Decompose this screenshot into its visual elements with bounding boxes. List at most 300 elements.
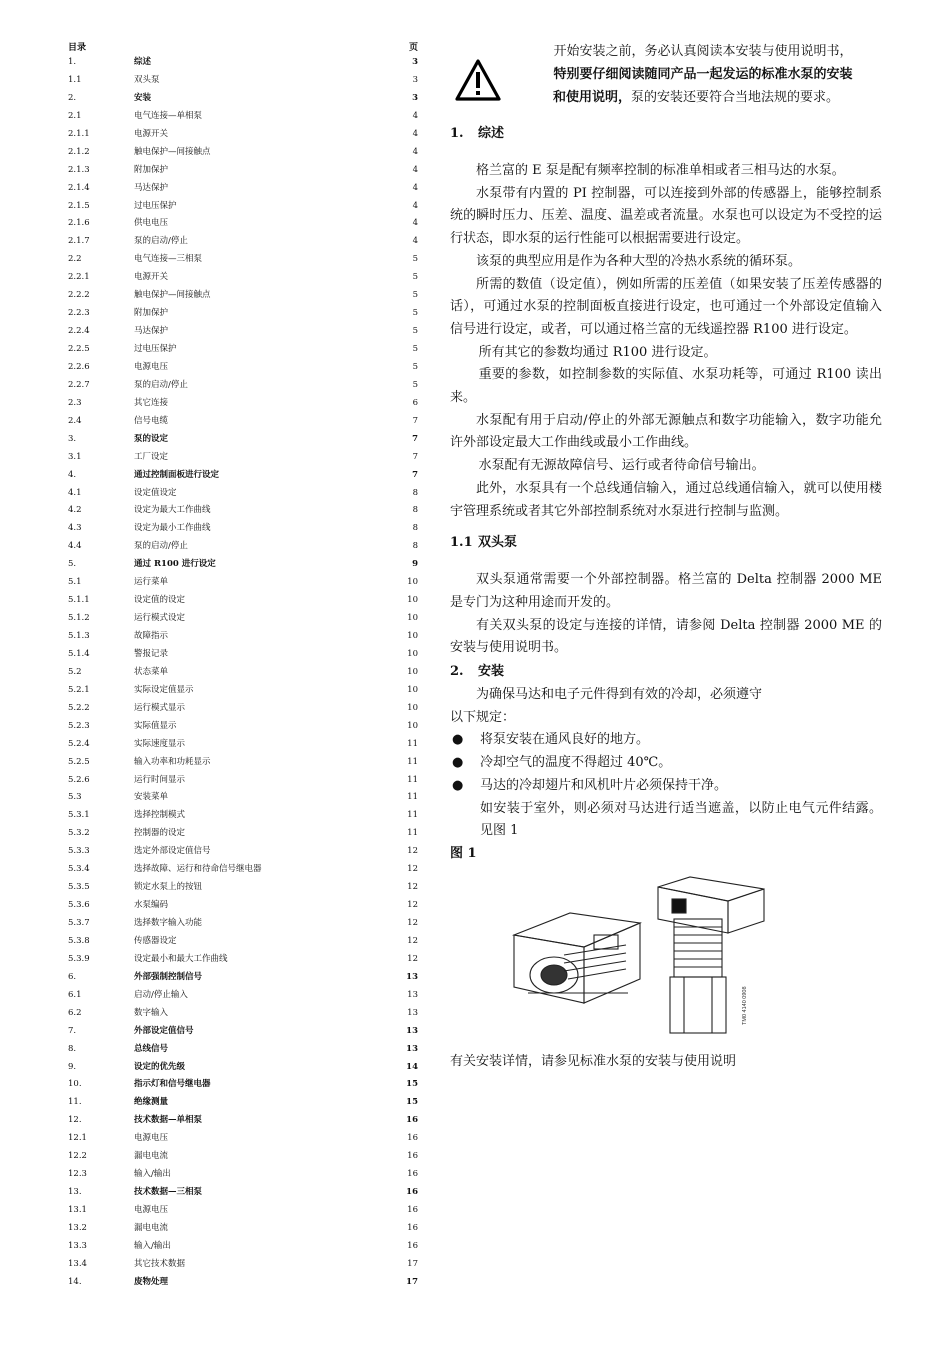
toc-entry-title: 技术数据—三相泵 [134, 1187, 203, 1198]
toc-entry-number: 13.2 [68, 1222, 87, 1233]
toc-entry-number: 5.2.5 [68, 756, 90, 767]
toc-entry-page: 10 [407, 631, 418, 641]
toc-entry-page: 3 [412, 92, 418, 103]
toc-entry[interactable] [68, 933, 420, 951]
toc-entry-number: 2.3 [68, 397, 82, 408]
toc-entry-page: 8 [412, 487, 418, 498]
toc-entry[interactable] [68, 951, 420, 969]
toc-entry-title: 电源开关 [134, 128, 169, 139]
toc-entry-title: 电气连接—单相泵 [134, 110, 203, 121]
toc-entry-page: 5 [412, 344, 418, 354]
toc-entry-title: 附加保护 [134, 164, 169, 175]
toc-entry-title: 外部设定值信号 [134, 1025, 194, 1036]
toc-entry-page: 13 [406, 971, 418, 982]
toc-entry-number: 2.1.4 [68, 182, 90, 193]
toc-entry-number: 2. [68, 92, 77, 103]
toc-entry[interactable] [68, 287, 420, 305]
toc-entry-page: 17 [406, 1276, 418, 1287]
toc-entry[interactable] [68, 251, 420, 269]
toc-entry[interactable] [68, 1166, 420, 1184]
toc-entry[interactable] [68, 377, 420, 395]
toc-entry-page: 10 [407, 666, 418, 677]
toc-entry-page: 16 [406, 1187, 418, 1198]
toc-entry[interactable] [68, 305, 420, 323]
requirements-list [450, 729, 882, 797]
toc-entry-title: 警报记录 [134, 648, 169, 659]
toc-entry-title: 启动/停止输入 [134, 989, 188, 1000]
section-2-intro: 为确保马达和电子元件得到有效的冷却，必须遵守 [476, 687, 763, 703]
toc-entry-title: 泵的启动/停止 [134, 541, 188, 552]
toc-entry-number: 5.3.4 [68, 864, 90, 875]
toc-entry-page: 4 [412, 164, 418, 175]
toc-entry[interactable] [68, 359, 420, 377]
toc-entry-title: 输入功率和功耗显示 [134, 756, 211, 767]
toc-entry[interactable] [68, 54, 420, 72]
toc-entry-number: 13.3 [68, 1240, 87, 1251]
toc-entry[interactable] [68, 556, 420, 574]
list-item: ● 将泵安装在通风良好的地方。 [450, 729, 882, 752]
toc-entry[interactable] [68, 628, 420, 646]
toc-entry-page: 11 [407, 828, 418, 839]
toc-entry[interactable] [68, 126, 420, 144]
toc-entry-title: 供电电压 [134, 218, 169, 229]
toc-entry-title: 选择故障、运行和待命信号继电器 [134, 864, 262, 875]
toc-entry-title: 其它技术数据 [134, 1258, 186, 1269]
toc-entry[interactable] [68, 1256, 420, 1274]
toc-entry-page: 12 [407, 900, 418, 911]
toc-entry-number: 5.3.3 [68, 846, 90, 857]
toc-entry-title: 输入/输出 [134, 1169, 171, 1180]
figure-code: TM0 4140 0908 [742, 986, 748, 1025]
toc-entry[interactable] [68, 1130, 420, 1148]
toc-entry-page: 16 [407, 1240, 418, 1251]
toc-entry[interactable] [68, 664, 420, 682]
warning-line-2: 特别要仔细阅读随同产品一起发运的标准水泵的安装 [553, 67, 853, 82]
toc-entry[interactable] [68, 646, 420, 664]
toc-entry-title: 状态菜单 [134, 666, 169, 677]
section-1-para: 所需的数值（设定值），例如所需的压差值（如果安装了压差传感器的话），可通过水泵的控制面板直接进行设定，也可通过一个外部设定值输入信号进行设定，或者，可以通过格兰富的无线遥控器 R100 进行设定。 [450, 276, 882, 337]
list-item: ● 冷却空气的温度不得超过 40℃。 [450, 752, 882, 775]
toc-entry-page: 6 [412, 397, 418, 408]
toc-entry-title: 传感器设定 [134, 935, 177, 946]
toc-entry-title: 电源电压 [134, 1205, 169, 1215]
toc-entry[interactable] [68, 969, 420, 987]
toc-entry[interactable] [68, 592, 420, 610]
toc-entry-number: 2.2.2 [68, 290, 90, 301]
toc-entry-number: 8. [68, 1043, 77, 1054]
toc-entry-page: 5 [412, 290, 418, 301]
toc-entry-number: 14. [68, 1276, 82, 1287]
toc-entry-page: 5 [412, 308, 418, 319]
toc-entry-title: 运行模式显示 [134, 702, 186, 713]
toc-entry[interactable] [68, 807, 420, 825]
toc-entry-number: 1. [68, 57, 77, 67]
toc-header [68, 40, 420, 54]
toc-entry-title: 马达保护 [134, 182, 169, 193]
toc-entry[interactable] [68, 72, 420, 90]
toc-entry[interactable] [68, 1202, 420, 1220]
toc-entry-number: 11. [68, 1097, 82, 1108]
toc-entry-number: 5. [68, 559, 77, 570]
toc-entry-page: 7 [412, 469, 418, 480]
toc-entry-title: 泵的启动/停止 [134, 379, 188, 390]
toc-entry[interactable] [68, 269, 420, 287]
toc-entry[interactable] [68, 341, 420, 359]
toc-entry-page: 4 [412, 182, 418, 193]
toc-entry-page: 12 [407, 864, 418, 875]
toc-entry-title: 触电保护—间接触点 [134, 290, 211, 301]
toc-entry-title: 电源电压 [134, 361, 169, 372]
toc-entry-page: 11 [407, 738, 418, 749]
figure-caption: 有关安装详情，请参见标准水泵的安装与使用说明 [450, 1053, 737, 1069]
warning-triangle-icon [454, 58, 502, 102]
toc-entry-page: 12 [407, 918, 418, 928]
toc-entry-number: 5.2 [68, 666, 82, 677]
toc-entry-number: 6. [68, 971, 77, 982]
toc-entry[interactable] [68, 825, 420, 843]
toc-entry-title: 其它连接 [134, 397, 169, 408]
toc-entry-number: 5.2.6 [68, 774, 90, 785]
section-1-para: 所有其它的参数均通过 R100 进行设定。 [478, 344, 717, 360]
main-content [450, 40, 882, 1074]
toc-entry-title: 电气连接—三相泵 [134, 254, 203, 265]
section-1-para: 重要的参数，如控制参数的实际值、水泵功耗等，可通过 R100 读出来。 [450, 367, 882, 406]
toc-entry-number: 2.2.3 [68, 308, 90, 319]
section-1-heading: 1. 综述 [450, 126, 505, 141]
toc-entry-title: 设定值设定 [134, 487, 177, 498]
toc-entry-page: 11 [407, 792, 418, 803]
toc-entry[interactable] [68, 1274, 420, 1292]
warning-block [450, 40, 882, 114]
toc-entry[interactable] [68, 395, 420, 413]
toc-entry-title: 电源开关 [134, 272, 169, 283]
toc-entry-title: 泵的设定 [134, 433, 169, 444]
toc-entry-number: 2.2 [68, 254, 82, 265]
toc-entry-number: 2.1 [68, 110, 82, 121]
toc-entry[interactable] [68, 789, 420, 807]
toc-entry-page: 10 [407, 702, 418, 713]
toc-entry-title: 设定值的设定 [134, 595, 186, 606]
toc-entry-title: 技术数据—单相泵 [134, 1115, 203, 1126]
toc-entry-page: 3 [412, 57, 418, 67]
warning-line-3: 泵的安装还要符合当地法规的要求。 [631, 90, 840, 105]
toc-entry-page: 7 [412, 415, 418, 426]
toc-entry[interactable] [68, 987, 420, 1005]
toc-entry[interactable] [68, 538, 420, 556]
toc-entry-title: 绝缘测量 [134, 1097, 169, 1108]
toc-entry-title: 触电保护—间接触点 [134, 146, 211, 157]
toc-entry-title: 故障指示 [134, 631, 169, 641]
toc-entry-title: 安装 [134, 92, 152, 103]
section-1-1-para: 有关双头泵的设定与连接的详情，请参阅 Delta 控制器 2000 ME 的安装与使用说明书。 [450, 617, 882, 656]
toc-entry[interactable] [68, 162, 420, 180]
toc-entry[interactable] [68, 1076, 420, 1094]
toc-entry-number: 2.1.6 [68, 218, 90, 229]
toc-entry[interactable] [68, 467, 420, 485]
toc-entry[interactable] [68, 718, 420, 736]
toc-entry[interactable] [68, 772, 420, 790]
toc-entry-page: 16 [407, 1133, 418, 1144]
toc-entry-page: 15 [406, 1097, 418, 1108]
toc-entry-page: 4 [412, 110, 418, 121]
toc-entry-page: 8 [412, 523, 418, 534]
toc-entry-page: 10 [407, 684, 418, 695]
toc-entry-page: 16 [407, 1205, 418, 1215]
toc-entry-title: 选择控制模式 [134, 810, 186, 821]
toc-entry[interactable] [68, 198, 420, 216]
toc-entry-page: 4 [412, 236, 418, 247]
toc-entry-page: 8 [412, 541, 418, 552]
toc-entry-page: 12 [407, 935, 418, 946]
toc-entry-title: 双头泵 [134, 74, 160, 85]
toc-entry-page: 11 [407, 774, 418, 785]
toc-entry[interactable] [68, 233, 420, 251]
figure-label: 图 1 [450, 845, 477, 861]
toc-entry-number: 10. [68, 1079, 82, 1090]
toc-entry-number: 5.3.2 [68, 828, 90, 839]
toc-entry-title: 控制器的设定 [134, 828, 186, 839]
toc-entry-title: 选定外部设定值信号 [134, 846, 211, 857]
toc-entry[interactable] [68, 915, 420, 933]
bullet-icon: ● [452, 732, 464, 748]
toc-entry-page: 4 [412, 128, 418, 139]
toc-entry-title: 电源电压 [134, 1133, 169, 1144]
section-1-para: 该泵的典型应用是作为各种大型的冷热水系统的循环泵。 [476, 253, 802, 269]
toc-entry-number: 13.1 [68, 1205, 87, 1215]
toc-entry-number: 5.1.4 [68, 648, 90, 659]
toc-entry-page: 10 [407, 595, 418, 606]
toc-entry-page: 16 [407, 1222, 418, 1233]
toc-entry-number: 4.1 [68, 487, 82, 498]
toc-entry[interactable] [68, 1184, 420, 1202]
toc-entry-page: 4 [412, 218, 418, 229]
toc-entry[interactable] [68, 180, 420, 198]
toc-entry[interactable] [68, 1041, 420, 1059]
toc-entry-page: 4 [412, 200, 418, 211]
toc-entry-number: 2.2.6 [68, 361, 90, 372]
toc-entry[interactable] [68, 413, 420, 431]
toc-entry-title: 运行菜单 [134, 577, 169, 588]
section-1-para: 此外，水泵具有一个总线通信输入，通过总线通信输入，就可以使用楼宇管理系统或者其它外部控制系统对水泵进行控制与监测。 [450, 480, 882, 519]
toc-entry[interactable] [68, 1005, 420, 1023]
toc-entry-number: 2.1.2 [68, 146, 90, 157]
toc-entry-page: 5 [412, 361, 418, 372]
toc-entry-page: 9 [412, 559, 418, 570]
bullet-icon: ● [452, 755, 464, 771]
toc-entry-page: 16 [407, 1169, 418, 1180]
toc-entry-number: 5.3 [68, 792, 82, 803]
toc-entry-title: 锁定水泵上的按钮 [134, 882, 203, 893]
toc-entry-title: 综述 [134, 57, 152, 67]
toc-entry-page: 12 [407, 846, 418, 857]
toc-entry[interactable] [68, 520, 420, 538]
toc-entry-page: 10 [407, 720, 418, 731]
toc-entry[interactable] [68, 861, 420, 879]
toc-entry[interactable] [68, 1112, 420, 1130]
toc-entry-page: 12 [407, 953, 418, 964]
table-of-contents [68, 40, 420, 1292]
toc-header-title: 目录 [68, 43, 87, 53]
toc-entry-number: 4.4 [68, 541, 82, 552]
toc-entry-number: 13. [68, 1187, 82, 1198]
toc-entries [68, 54, 420, 1292]
toc-entry-number: 12.3 [68, 1169, 87, 1180]
toc-entry-number: 5.2.3 [68, 720, 90, 731]
toc-entry-number: 5.2.4 [68, 738, 90, 749]
toc-entry-number: 5.3.5 [68, 882, 90, 893]
toc-entry-title: 水泵编码 [134, 900, 169, 911]
toc-entry[interactable] [68, 1094, 420, 1112]
toc-entry-number: 5.2.1 [68, 684, 90, 695]
section-1-1-para: 双头泵通常需要一个外部控制器。格兰富的 Delta 控制器 2000 ME 是专门为这种用途而开发的。 [450, 572, 882, 610]
toc-entry[interactable] [68, 682, 420, 700]
toc-entry-number: 2.4 [68, 415, 82, 426]
toc-entry-title: 信号电缆 [134, 415, 169, 426]
toc-entry-number: 2.1.1 [68, 128, 90, 139]
toc-entry-title: 设定为最小工作曲线 [134, 523, 211, 534]
toc-entry-title: 废物处理 [134, 1276, 169, 1287]
toc-entry-title: 漏电电流 [134, 1222, 169, 1233]
warning-line-3-bold: 和使用说明， [552, 90, 631, 105]
toc-entry[interactable] [68, 449, 420, 467]
toc-entry[interactable] [68, 736, 420, 754]
toc-entry-title: 运行模式设定 [134, 613, 186, 624]
toc-entry-page: 11 [407, 756, 418, 767]
toc-entry-page: 12 [407, 882, 418, 893]
bullet-icon: ● [452, 777, 464, 793]
toc-entry-number: 5.1 [68, 577, 82, 588]
toc-entry-number: 2.1.7 [68, 236, 90, 247]
toc-entry[interactable] [68, 323, 420, 341]
toc-entry-title: 过电压保护 [134, 344, 177, 354]
toc-entry-page: 13 [406, 1025, 418, 1036]
toc-entry-number: 2.1.5 [68, 200, 90, 211]
toc-entry[interactable] [68, 879, 420, 897]
toc-entry-number: 12. [68, 1115, 82, 1126]
toc-entry-number: 5.2.2 [68, 702, 90, 713]
section-1-para: 水泵带有内置的 PI 控制器，可以连接到外部的传感器上，能够控制系统的瞬时压力、压差、温度、温差或者流量。水泵也可以设定为不受控的运行状态，即水泵的运行性能可以根据需要进行设定。 [450, 185, 882, 247]
toc-entry-number: 5.3.6 [68, 900, 90, 911]
toc-entry-title: 数字输入 [134, 1007, 169, 1018]
toc-entry-page: 5 [412, 272, 418, 283]
toc-entry-page: 13 [407, 989, 418, 1000]
toc-entry[interactable] [68, 431, 420, 449]
toc-entry-number: 5.3.8 [68, 935, 90, 946]
figure-1-illustration [508, 875, 768, 1035]
toc-entry-title: 通过控制面板进行设定 [134, 469, 220, 480]
toc-entry[interactable] [68, 610, 420, 628]
toc-entry-number: 4. [68, 469, 77, 480]
toc-entry-number: 3.1 [68, 451, 82, 462]
toc-entry-title: 实际值显示 [134, 720, 177, 731]
toc-entry-page: 13 [406, 1043, 418, 1054]
toc-entry-number: 5.3.7 [68, 918, 90, 928]
toc-entry[interactable] [68, 144, 420, 162]
toc-entry-page: 11 [407, 810, 418, 821]
toc-entry-number: 2.2.5 [68, 344, 90, 354]
toc-entry-number: 5.3.9 [68, 953, 90, 964]
toc-entry-page: 8 [412, 505, 418, 516]
toc-entry-number: 5.1.2 [68, 613, 90, 624]
toc-entry-title: 选择数字输入功能 [134, 918, 203, 928]
toc-entry-title: 马达保护 [134, 326, 169, 337]
toc-entry-title: 工厂设定 [134, 451, 169, 462]
toc-entry-page: 7 [412, 433, 418, 444]
toc-entry-number: 5.1.1 [68, 595, 90, 606]
toc-entry[interactable] [68, 1238, 420, 1256]
toc-header-page: 页 [408, 43, 418, 53]
toc-entry[interactable] [68, 1148, 420, 1166]
toc-entry-page: 14 [406, 1061, 418, 1072]
toc-entry[interactable] [68, 897, 420, 915]
section-1-1-heading: 1.1 双头泵 [450, 535, 518, 551]
pump-cover-illustration [508, 875, 768, 1035]
toc-entry-title: 指示灯和信号继电器 [134, 1079, 211, 1090]
toc-entry-title: 通过 R100 进行设定 [134, 559, 216, 570]
section-1-para: 格兰富的 E 泵是配有频率控制的标准单相或者三相马达的水泵。 [476, 163, 845, 178]
toc-entry-number: 2.1.3 [68, 164, 90, 175]
toc-entry-title: 设定的优先级 [134, 1061, 186, 1072]
toc-entry-title: 设定最小和最大工作曲线 [134, 953, 228, 964]
toc-entry[interactable] [68, 700, 420, 718]
toc-entry-title: 输入/输出 [134, 1240, 171, 1251]
toc-entry-page: 4 [412, 146, 418, 157]
toc-entry-title: 泵的启动/停止 [134, 236, 188, 247]
toc-entry-page: 13 [407, 1007, 418, 1018]
toc-entry-title: 总线信号 [134, 1043, 169, 1054]
toc-entry[interactable] [68, 1220, 420, 1238]
toc-entry-number: 4.2 [68, 505, 82, 516]
section-2-intro-cont: 以下规定： [450, 709, 516, 725]
section-1-para: 水泵配有用于启动/停止的外部无源触点和数字功能输入，数字功能允许外部设定最大工作曲线或最小工作曲线。 [450, 412, 882, 451]
warning-text [522, 40, 884, 109]
toc-entry[interactable] [68, 108, 420, 126]
toc-entry[interactable] [68, 754, 420, 772]
toc-entry[interactable] [68, 574, 420, 592]
toc-entry-title: 实际设定值显示 [134, 684, 194, 695]
toc-entry-number: 6.2 [68, 1007, 82, 1018]
toc-entry-title: 设定为最大工作曲线 [134, 505, 211, 516]
toc-entry[interactable] [68, 1059, 420, 1077]
toc-entry-number: 13.4 [68, 1258, 87, 1269]
toc-entry-page: 3 [412, 74, 418, 85]
toc-entry-number: 1.1 [68, 74, 82, 85]
toc-entry-page: 15 [406, 1079, 418, 1090]
toc-entry-title: 实际速度显示 [134, 738, 186, 749]
toc-entry-page: 10 [407, 648, 418, 659]
toc-entry-page: 7 [412, 451, 418, 462]
toc-entry-page: 5 [412, 379, 418, 390]
list-item: ● 马达的冷却翅片和风机叶片必须保持干净。 [450, 775, 882, 798]
toc-entry-number: 7. [68, 1025, 77, 1036]
toc-entry[interactable] [68, 90, 420, 108]
toc-entry[interactable] [68, 1023, 420, 1041]
toc-entry-number: 2.2.1 [68, 272, 90, 283]
toc-entry-title: 外部强制控制信号 [134, 971, 203, 982]
toc-entry-title: 安装菜单 [134, 792, 169, 803]
toc-entry-page: 17 [407, 1258, 418, 1269]
warning-line-1: 开始安装之前，务必认真阅读本安装与使用说明书， [553, 44, 853, 59]
toc-entry-page: 5 [412, 326, 418, 337]
toc-entry[interactable] [68, 485, 420, 503]
toc-entry[interactable] [68, 215, 420, 233]
toc-entry[interactable] [68, 843, 420, 861]
toc-entry-number: 3. [68, 433, 77, 444]
toc-entry[interactable] [68, 502, 420, 520]
toc-entry-page: 16 [406, 1115, 418, 1126]
toc-entry-page: 10 [407, 577, 418, 588]
toc-entry-number: 2.2.7 [68, 379, 90, 390]
